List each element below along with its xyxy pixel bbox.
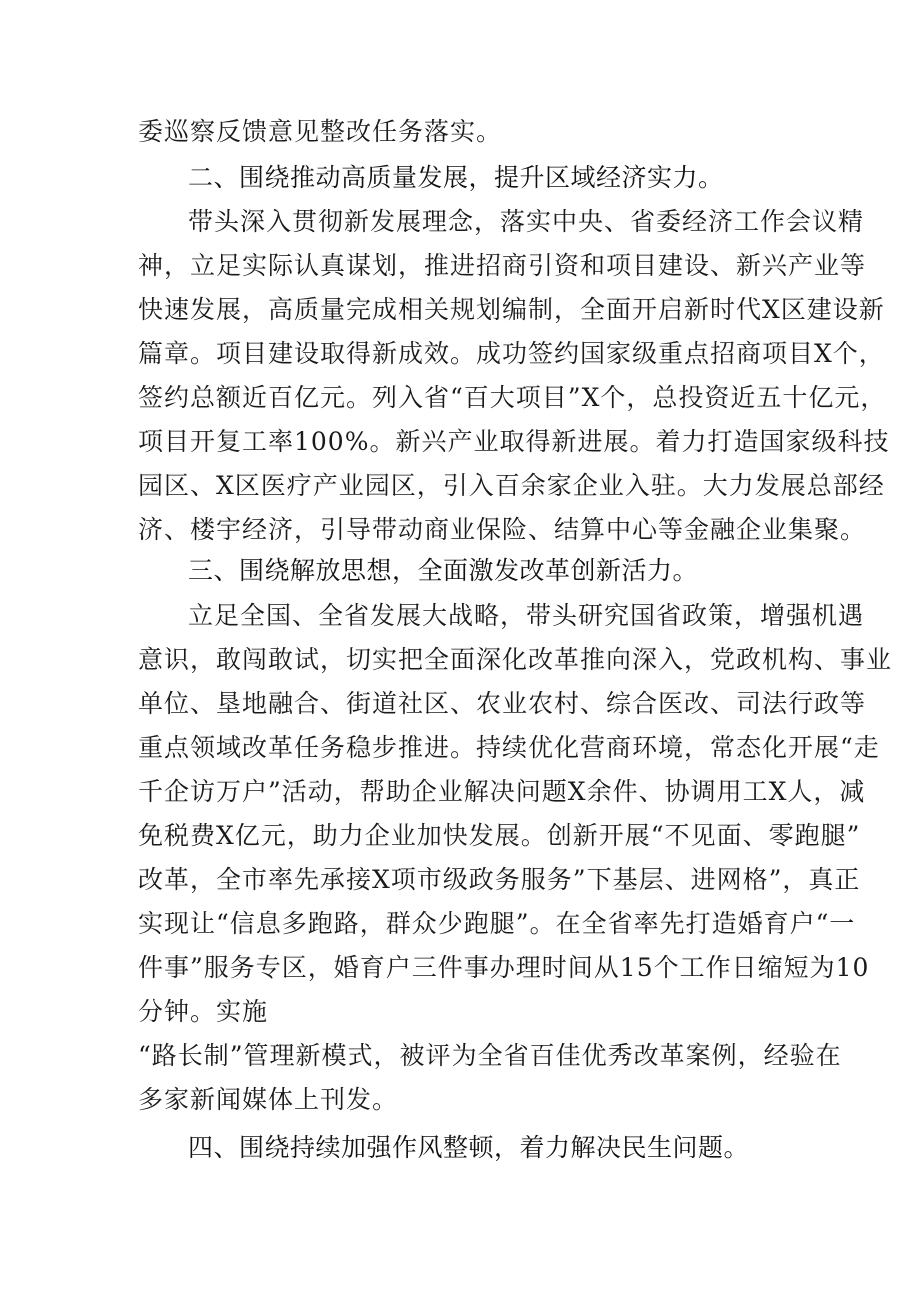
- body-line: 委巡察反馈意见整改任务落实。: [138, 117, 503, 146]
- body-line: “路长制”管理新模式，被评为全省百佳优秀改革案例，经验在: [138, 1041, 842, 1070]
- body-line: 项目开复工率100%。新兴产业取得新进展。着力打造国家级科技: [138, 427, 890, 456]
- body-line: 园区、X区医疗产业园区，引入百余家企业入驻。大力发展总部经: [138, 471, 885, 500]
- body-line: 带头深入贯彻新发展理念，落实中央、省委经济工作会议精: [188, 207, 865, 236]
- section-heading-4: 四、围绕持续加强作风整顿，着力解决民生问题。: [188, 1133, 750, 1162]
- body-line: 立足全国、全省发展大战略，带头研究国省政策，增强机遇: [188, 601, 865, 630]
- body-line: 快速发展，高质量完成相关规划编制，全面开启新时代X区建设新: [138, 295, 885, 324]
- body-line: 济、楼宇经济，引导带动商业保险、结算中心等金融企业集聚。: [138, 515, 867, 544]
- body-line: 单位、垦地融合、街道社区、农业农村、综合医改、司法行政等: [138, 689, 867, 718]
- body-line: 签约总额近百亿元。列入省“百大项目”X个，总投资近五十亿元，: [138, 383, 887, 412]
- body-line: 件事”服务专区，婚育户三件事办理时间从15个工作日缩短为10: [138, 953, 870, 982]
- body-line: 篇章。项目建设取得新成效。成功签约国家级重点招商项目X个，: [138, 339, 885, 368]
- body-line: 改革，全市率先承接X项市级政务服务”下基层、进网格”，真正: [138, 865, 861, 894]
- body-line: 实现让“信息多跑路，群众少跑腿”。在全省率先打造婚育户“一: [138, 909, 856, 938]
- section-heading-2: 二、围绕推动高质量发展，提升区域经济实力。: [188, 163, 724, 192]
- body-line: 分钟。实施: [138, 997, 269, 1026]
- body-line: 重点领域改革任务稳步推进。持续优化营商环境，常态化开展“走: [138, 733, 880, 762]
- body-line: 千企访万户”活动，帮助企业解决问题X余件、协调用工X人，减: [138, 777, 866, 806]
- body-line: 多家新闻媒体上刊发。: [138, 1085, 399, 1114]
- body-line: 免税费X亿元，助力企业加快发展。创新开展“不见面、零跑腿”: [138, 821, 861, 850]
- body-line: 意识，敢闯敢试，切实把全面深化改革推向深入，党政机构、事业: [138, 645, 893, 674]
- body-line: 神，立足实际认真谋划，推进招商引资和项目建设、新兴产业等: [138, 251, 867, 280]
- section-heading-3: 三、围绕解放思想，全面激发改革创新活力。: [188, 556, 699, 585]
